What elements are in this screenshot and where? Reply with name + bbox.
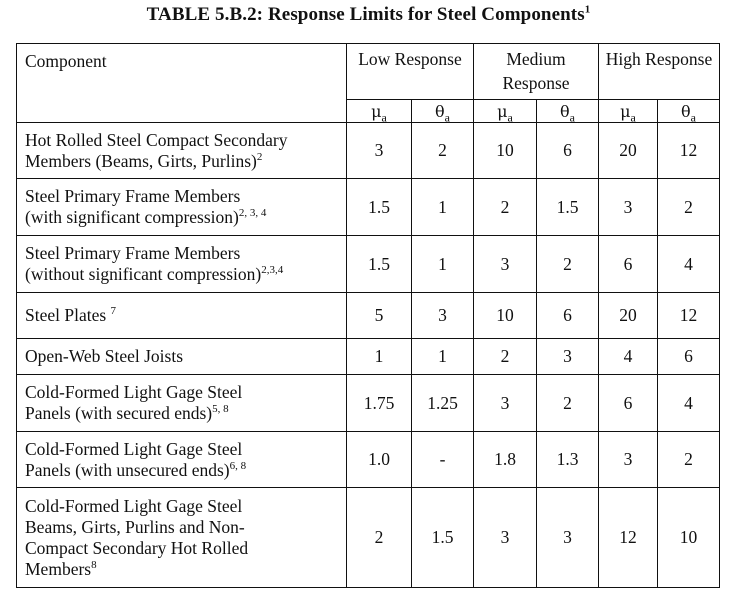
value-cell: 1.0 — [347, 432, 412, 488]
table-row — [17, 179, 720, 236]
value-cell: 10 — [474, 123, 537, 179]
value-cell: 1 — [347, 339, 412, 375]
value-cell: 2 — [347, 488, 412, 588]
value-cell: 12 — [599, 488, 658, 588]
value-cell: 3 — [412, 293, 474, 339]
value-cell: 2 — [658, 179, 720, 236]
header-medium-response: Medium Response — [474, 44, 599, 100]
value-cell: 4 — [599, 339, 658, 375]
value-cell: 1.75 — [347, 375, 412, 432]
value-cell: 4 — [658, 236, 720, 293]
value-cell: 2 — [537, 236, 599, 293]
value-cell: 1.5 — [412, 488, 474, 588]
component-cell: Cold-Formed Light Gage Steel Beams, Girts, Purlins and Non- Compact Secondary Hot Rolled Members$^8$ — [17, 488, 347, 588]
value-cell: 6 — [537, 123, 599, 179]
value-cell: 1.25 — [412, 375, 474, 432]
value-cell: 1.3 — [537, 432, 599, 488]
header-theta-low: $\theta_a$ — [412, 100, 474, 123]
header-mu-low: $\mu_a$ — [347, 100, 412, 123]
value-cell: 3 — [347, 123, 412, 179]
component-cell: Steel Primary Frame Members (without significant compression)$^{2,3,4}$ — [17, 236, 347, 293]
table-row — [17, 432, 720, 488]
value-cell: 1 — [412, 339, 474, 375]
header-mu-high: $\mu_a$ — [599, 100, 658, 123]
value-cell: 2 — [537, 375, 599, 432]
response-limits-table — [16, 43, 720, 588]
table-row — [17, 339, 720, 375]
value-cell: 6 — [537, 293, 599, 339]
value-cell: 1.8 — [474, 432, 537, 488]
value-cell: 2 — [474, 339, 537, 375]
value-cell: 3 — [599, 179, 658, 236]
value-cell: 2 — [412, 123, 474, 179]
value-cell: 3 — [474, 236, 537, 293]
value-cell: 1 — [412, 179, 474, 236]
title-footnote: 1 — [584, 3, 591, 16]
component-cell: Open-Web Steel Joists — [17, 339, 347, 375]
table-title — [0, 4, 737, 26]
header-theta-high: $\theta_a$ — [658, 100, 720, 123]
value-cell: 1 — [412, 236, 474, 293]
table-row — [17, 375, 720, 432]
table-row — [17, 236, 720, 293]
component-cell: Cold-Formed Light Gage Steel Panels (with unsecured ends)$^{6, 8}$ — [17, 432, 347, 488]
header-component: Component — [17, 44, 347, 123]
value-cell: 10 — [474, 293, 537, 339]
value-cell: 3 — [474, 375, 537, 432]
table-row — [17, 123, 720, 179]
value-cell: 20 — [599, 293, 658, 339]
value-cell: 6 — [599, 236, 658, 293]
component-cell: Hot Rolled Steel Compact Secondary Members (Beams, Girts, Purlins)$^2$ — [17, 123, 347, 179]
value-cell: 3 — [537, 488, 599, 588]
table-row — [17, 488, 720, 588]
value-cell: 12 — [658, 123, 720, 179]
value-cell: 10 — [658, 488, 720, 588]
value-cell: 6 — [658, 339, 720, 375]
component-cell: Steel Primary Frame Members (with significant compression)$^{2, 3, 4}$ — [17, 179, 347, 236]
value-cell: 6 — [599, 375, 658, 432]
header-mu-medium: $\mu_a$ — [474, 100, 537, 123]
value-cell: 5 — [347, 293, 412, 339]
header-high-response: High Response — [599, 44, 720, 100]
value-cell: 3 — [537, 339, 599, 375]
value-cell: 1.5 — [347, 236, 412, 293]
value-cell: 2 — [658, 432, 720, 488]
value-cell: 4 — [658, 375, 720, 432]
value-cell: 3 — [474, 488, 537, 588]
value-cell: 20 — [599, 123, 658, 179]
table-title-text: TABLE 5.B.2: Response Limits for Steel Components — [146, 4, 585, 25]
value-cell: - — [412, 432, 474, 488]
component-cell: Steel Plates $^7$ — [17, 293, 347, 339]
value-cell: 1.5 — [347, 179, 412, 236]
header-low-response: Low Response — [347, 44, 474, 100]
value-cell: 12 — [658, 293, 720, 339]
value-cell: 1.5 — [537, 179, 599, 236]
value-cell: 2 — [474, 179, 537, 236]
table-row — [17, 293, 720, 339]
value-cell: 3 — [599, 432, 658, 488]
header-row — [17, 44, 720, 100]
component-cell: Cold-Formed Light Gage Steel Panels (with secured ends)$^{5, 8}$ — [17, 375, 347, 432]
header-theta-medium: $\theta_a$ — [537, 100, 599, 123]
